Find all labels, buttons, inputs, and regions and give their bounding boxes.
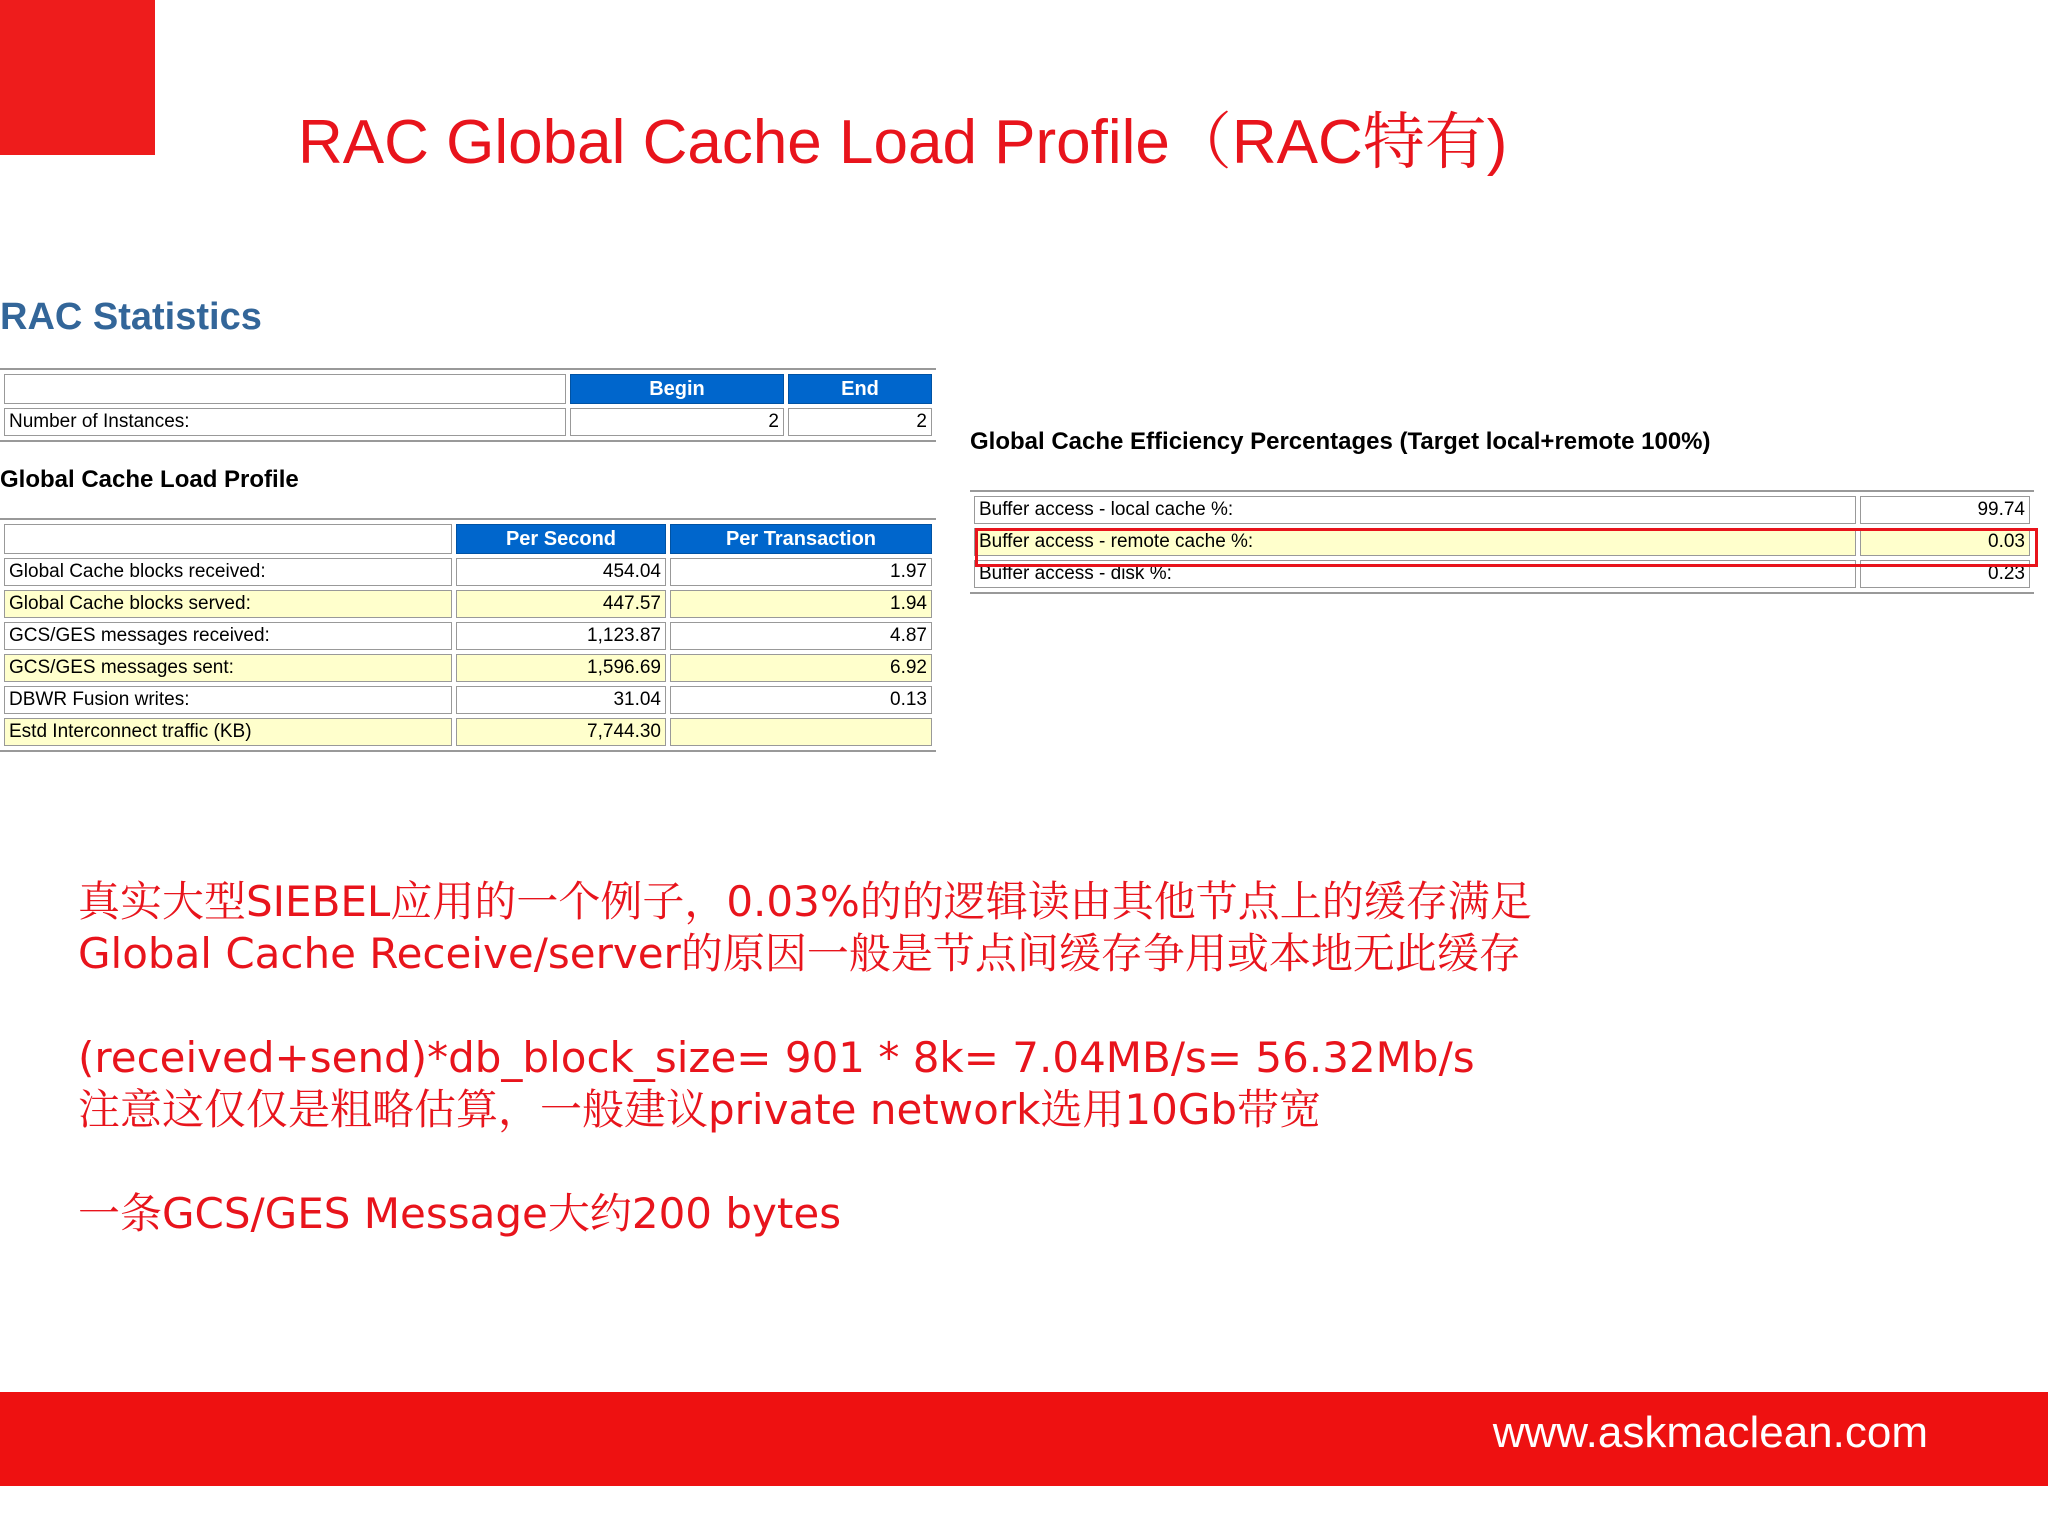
header-end: End: [788, 374, 932, 404]
row-per-transaction: 6.92: [670, 654, 932, 682]
load-header-blank: [4, 524, 452, 554]
table-row: [4, 408, 932, 436]
row-label: DBWR Fusion writes:: [4, 686, 452, 714]
table-row: [4, 590, 932, 618]
table-row: [4, 558, 932, 586]
row-label: Estd Interconnect traffic (KB): [4, 718, 452, 746]
table-row: [4, 654, 932, 682]
notes-block: [78, 876, 1532, 1240]
row-per-transaction: 1.97: [670, 558, 932, 586]
row-value: 0.03: [1860, 528, 2030, 556]
row-per-second: 454.04: [456, 558, 666, 586]
row-value: 0.23: [1860, 560, 2030, 588]
section-title: RAC Statistics: [0, 296, 262, 338]
instances-header-blank: [4, 374, 566, 404]
row-per-second: 1,596.69: [456, 654, 666, 682]
row-label: Global Cache blocks received:: [4, 558, 452, 586]
row-label: Global Cache blocks served:: [4, 590, 452, 618]
row-label: GCS/GES messages sent:: [4, 654, 452, 682]
row-per-transaction: 1.94: [670, 590, 932, 618]
note-line: 真实大型SIEBEL应用的一个例子，0.03%的的逻辑读由其他节点上的缓存满足: [78, 877, 1532, 926]
note-line: (received+send)*db_block_size= 901 * 8k= 7.04MB/s= 56.32Mb/s: [78, 1033, 1475, 1082]
table-row: [4, 718, 932, 746]
header-per-second: Per Second: [456, 524, 666, 554]
header-per-transaction: Per Transaction: [670, 524, 932, 554]
row-value: 99.74: [1860, 496, 2030, 524]
note-line: 一条GCS/GES Message大约200 bytes: [78, 1189, 842, 1238]
table-row: [4, 686, 932, 714]
slide-title: RAC Global Cache Load Profile（RAC特有): [298, 108, 1508, 177]
remote-cache-highlight-box: [975, 528, 2038, 567]
note-line: 注意这仅仅是粗略估算，一般建议private network选用10Gb带宽: [78, 1085, 1322, 1134]
instances-end: 2: [788, 408, 932, 436]
table-row: [4, 622, 932, 650]
instances-label: Number of Instances:: [4, 408, 566, 436]
row-per-second: 1,123.87: [456, 622, 666, 650]
row-label: GCS/GES messages received:: [4, 622, 452, 650]
note-line: Global Cache Receive/server的原因一般是节点间缓存争用或本地无此缓存: [78, 929, 1521, 978]
table-row: [974, 496, 2030, 524]
instances-table: [0, 368, 936, 442]
header-begin: Begin: [570, 374, 784, 404]
row-per-second: 31.04: [456, 686, 666, 714]
load-profile-title: Global Cache Load Profile: [0, 466, 299, 493]
footer-bar: [0, 1392, 2048, 1486]
corner-accent-block: [0, 0, 155, 155]
row-label: Buffer access - remote cache %:: [974, 528, 1856, 556]
row-per-second: 447.57: [456, 590, 666, 618]
row-per-transaction: 4.87: [670, 622, 932, 650]
row-label: Buffer access - local cache %:: [974, 496, 1856, 524]
efficiency-title: Global Cache Efficiency Percentages (Target local+remote 100%): [970, 428, 1711, 455]
load-profile-table: [0, 518, 936, 752]
row-per-transaction: 0.13: [670, 686, 932, 714]
row-label: Buffer access - disk %:: [974, 560, 1856, 588]
row-per-second: 7,744.30: [456, 718, 666, 746]
footer-url: www.askmaclean.com: [1492, 1408, 1928, 1457]
instances-begin: 2: [570, 408, 784, 436]
row-per-transaction: [670, 718, 932, 746]
